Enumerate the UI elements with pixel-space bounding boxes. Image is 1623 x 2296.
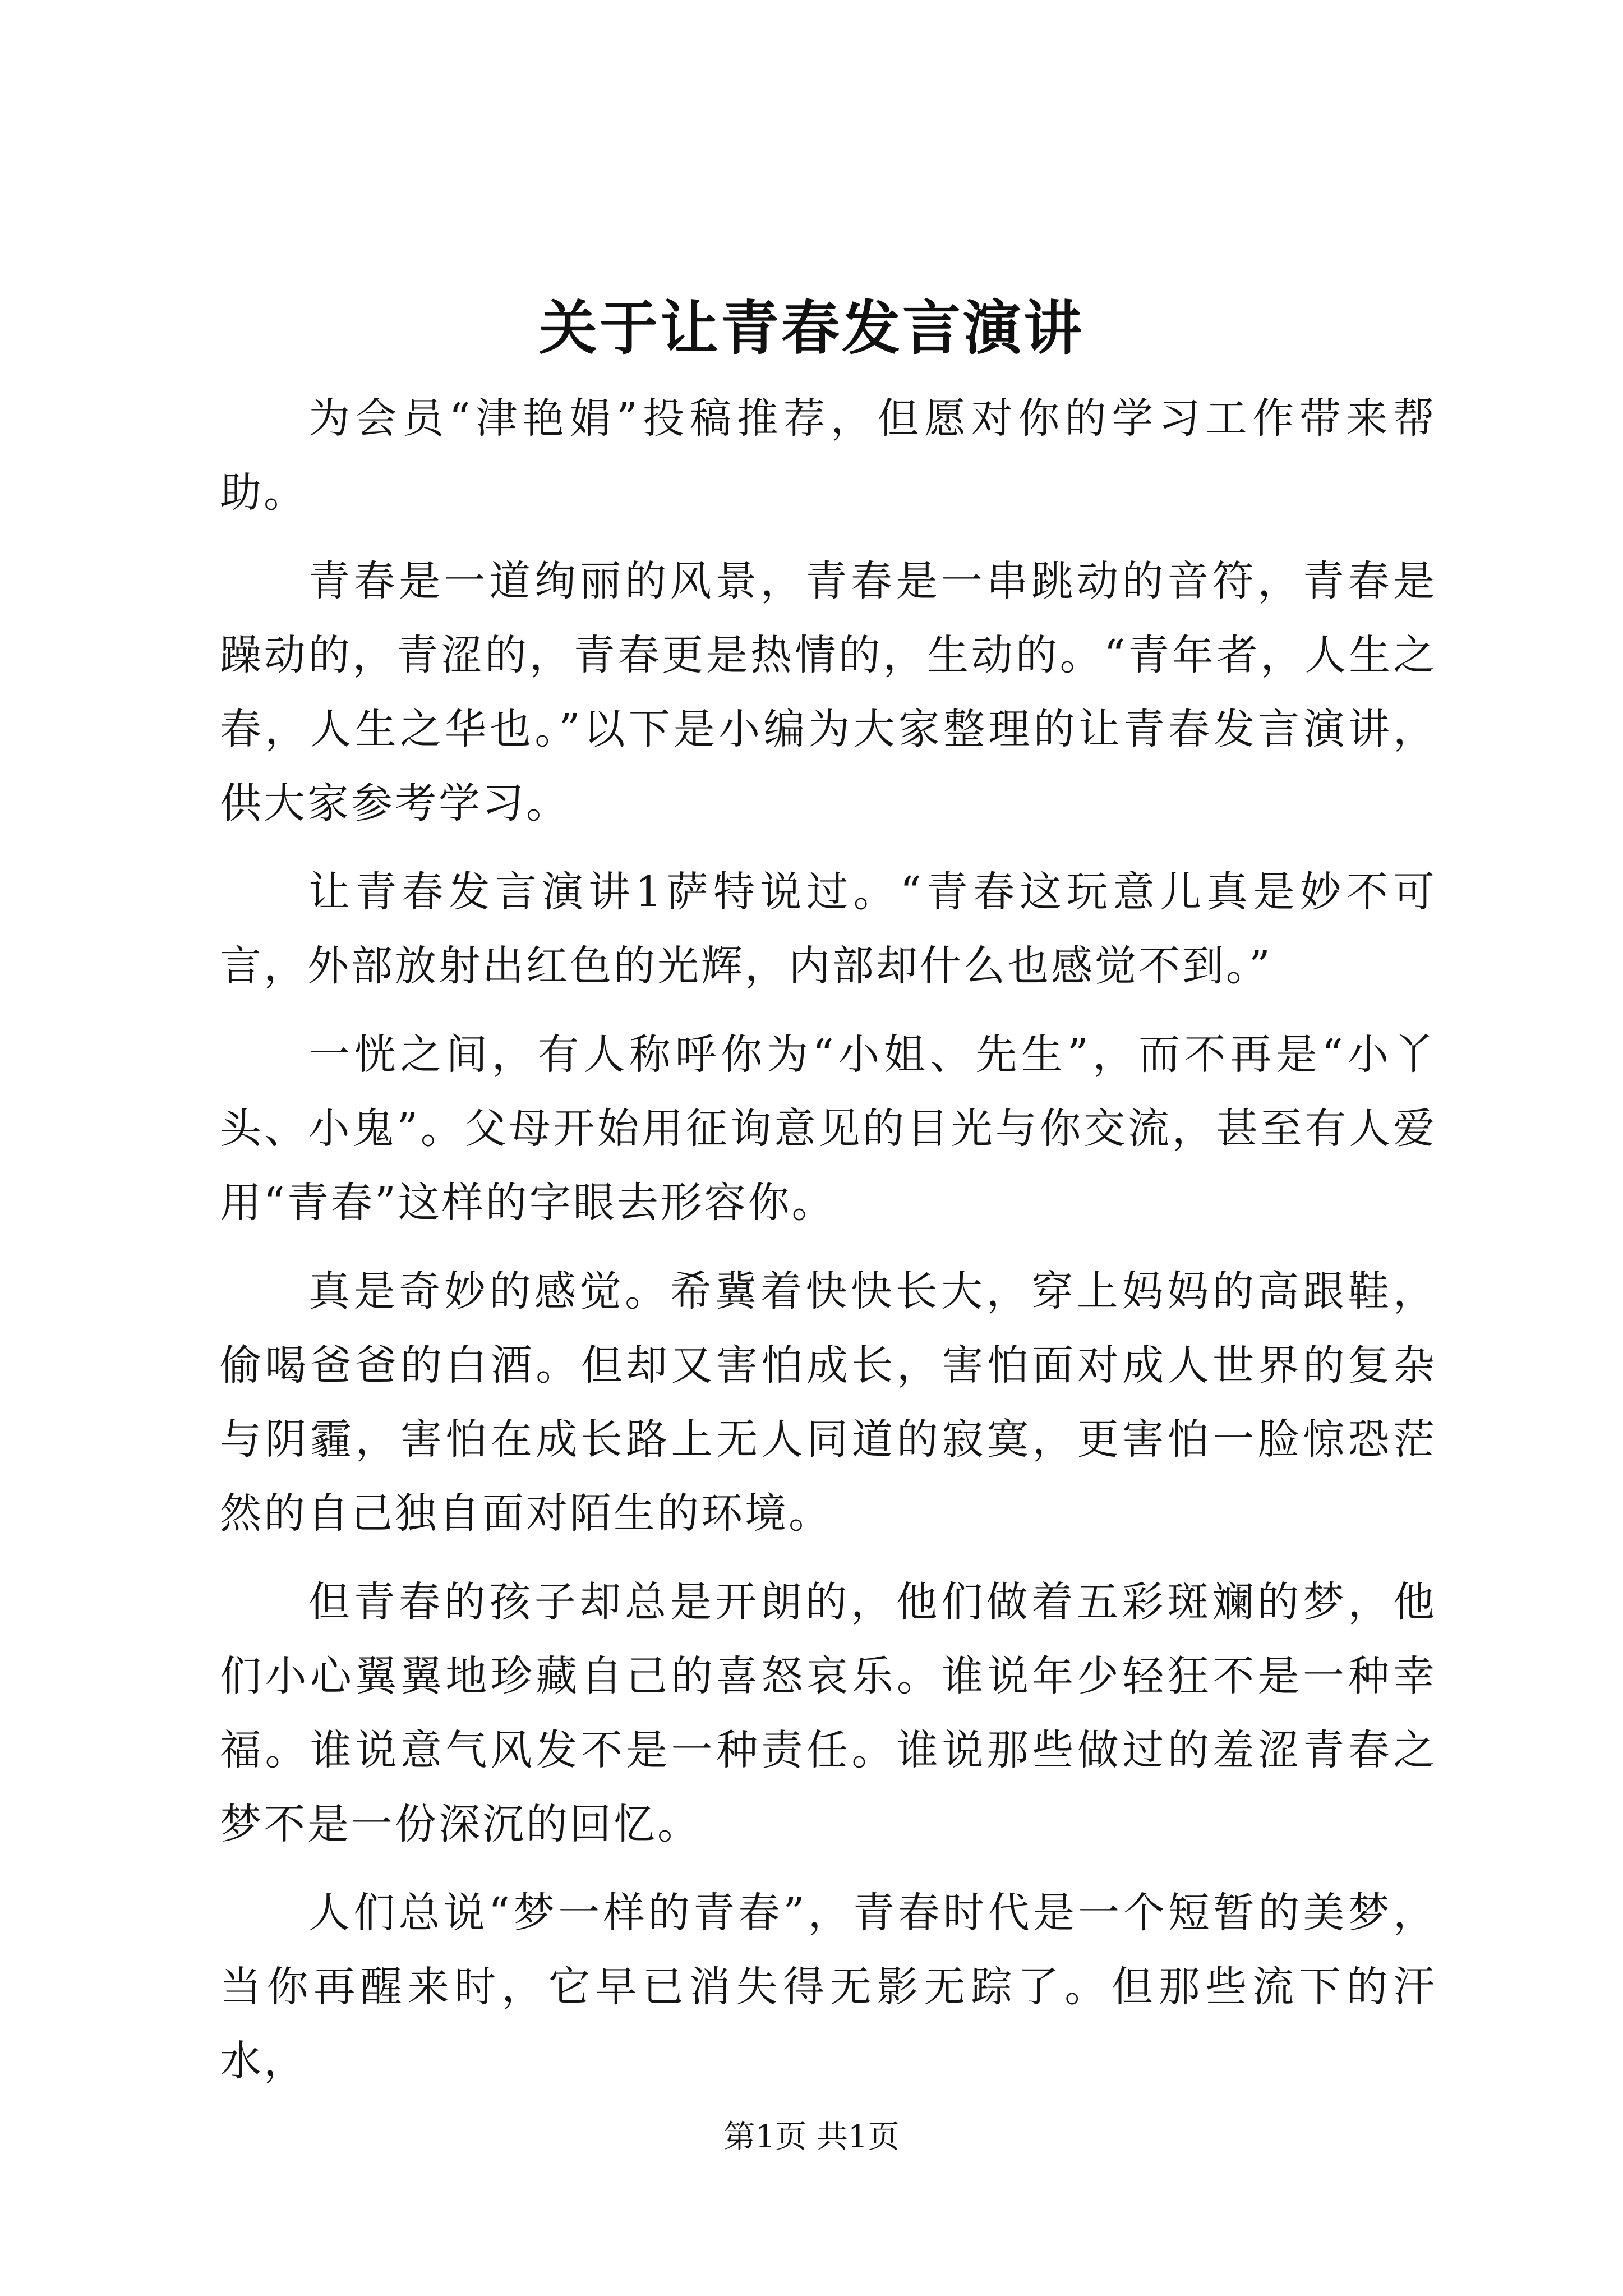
paragraph-intro: 青春是一道绚丽的风景，青春是一串跳动的音符，青春是躁动的，青涩的，青春更是热情的，生动的。“青年者，人生之春，人生之华也。”以下是小编为大家整理的让青春发言演讲，供大家参考学习。 [220, 557, 1437, 827]
paragraph-dream-youth: 人们总说“梦一样的青春”，青春时代是一个短暂的美梦，当你再醒来时，它早已消失得无影无踪了。但那些流下的汗水， [220, 1889, 1437, 2085]
paragraph-wonderful-feeling: 真是奇妙的感觉。希冀着快快长大，穿上妈妈的高跟鞋，偷喝爸爸的白酒。但却又害怕成长，害怕面对成人世界的复杂与阴霾，害怕在成长路上无人同道的寂寞，更害怕一脸惊恐茫然的自己独自面对陌生的环境。 [220, 1267, 1437, 1538]
paragraph-recommendation: 为会员“津艳娟”投稿推荐，但愿对你的学习工作带来帮助。 [220, 394, 1437, 517]
document-body [220, 381, 1437, 2098]
paragraph-addressed: 一恍之间，有人称呼你为“小姐、先生”，而不再是“小丫头、小鬼”。父母开始用征询意见的目光与你交流，甚至有人爱用“青春”这样的字眼去形容你。 [220, 1030, 1437, 1227]
paragraph-cheerful-youth: 但青春的孩子却总是开朗的，他们做着五彩斑斓的梦，他们小心翼翼地珍藏自己的喜怒哀乐。谁说年少轻狂不是一种幸福。谁说意气风发不是一种责任。谁说那些做过的羞涩青春之梦不是一份深沉的回忆。 [220, 1578, 1437, 1848]
document-title: 关于让青春发言演讲 [538, 293, 1084, 362]
page-number-footer: 第1页 共1页 [723, 2119, 900, 2155]
paragraph-speech-1-sartre: 让青春发言演讲1萨特说过。“青春这玩意儿真是妙不可言，外部放射出红色的光辉，内部却什么也感觉不到。” [220, 868, 1437, 990]
